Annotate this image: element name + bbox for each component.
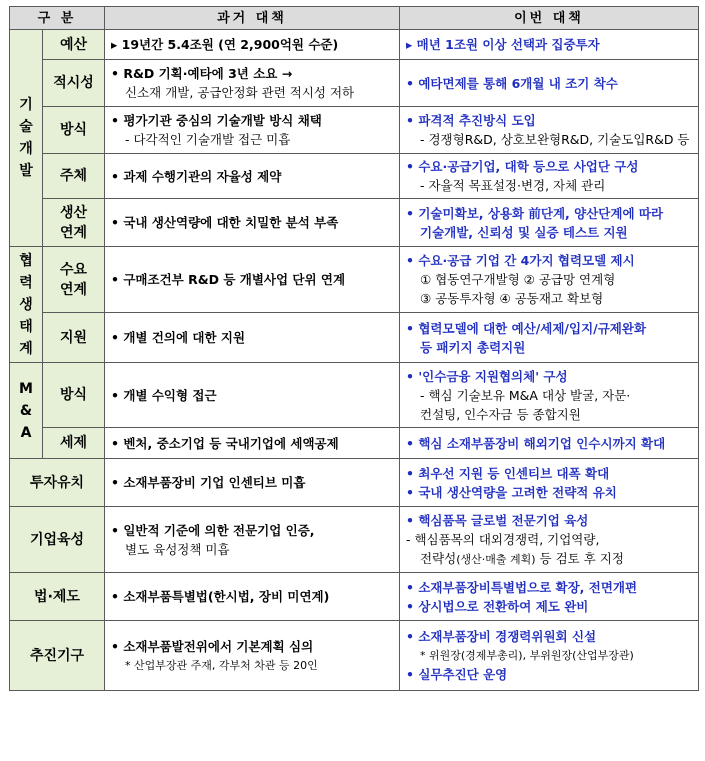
current-text: • 기술미확보, 상용화 前단계, 양산단계에 따라 (406, 205, 664, 221)
table-row (10, 459, 699, 507)
past-cell-subject (105, 154, 400, 199)
current-text: ▸ 매년 1조원 이상 선택과 집중투자 (406, 37, 600, 52)
header-current: 이번 대책 (400, 7, 699, 30)
current-text: • 예타면제를 통해 6개월 내 조기 착수 (406, 75, 618, 91)
current-cell-production (400, 199, 699, 247)
row-label-production: 생산 연계 (43, 199, 105, 247)
current-cell-budget (400, 30, 699, 60)
current-text: • 최우선 지원 등 인센티브 대폭 확대 (406, 465, 610, 481)
current-text: - 자율적 목표설정·변경, 자체 관리 (420, 178, 606, 193)
past-cell-timely (105, 60, 400, 107)
table-row (10, 247, 699, 313)
current-text: • 수요·공급 기업 간 4가지 협력모델 제시 (406, 253, 635, 268)
past-text: 신소재 개발, 공급안정화 관련 적시성 저하 (125, 85, 355, 100)
current-text: • 소재부품장비 경쟁력위원회 신설 (406, 629, 597, 644)
current-text: • 핵심품목 글로벌 전문기업 육성 (406, 512, 589, 528)
row-label-method: 방식 (43, 107, 105, 154)
current-text: 등 검토 후 지정 (535, 550, 624, 566)
past-text: ▸ 19년간 5.4조원 (연 2,900억원 수준) (111, 37, 339, 52)
past-cell-tax (105, 428, 400, 459)
table-row (10, 154, 699, 199)
table-row (10, 573, 699, 621)
group-label-tech: 기 술 개 발 (10, 30, 43, 247)
current-text: • 소재부품장비특별법으로 확장, 전면개편 (406, 579, 638, 595)
current-text: 기술개발, 신뢰성 및 실증 테스트 지원 (420, 224, 628, 240)
current-text: 등 패키지 총력지원 (420, 339, 526, 355)
current-cell-invest (400, 459, 699, 507)
past-text: * 산업부장관 주재, 각부처 차관 등 20인 (125, 658, 318, 672)
current-text: * 위원장(경제부총리), 부위원장(산업부장관) (420, 649, 634, 662)
row-label-support: 지원 (43, 313, 105, 363)
current-cell-method (400, 107, 699, 154)
current-text: • 핵심 소재부품장비 해외기업 인수시까지 확대 (406, 435, 666, 451)
current-cell-nurture (400, 507, 699, 573)
past-text: - 다각적인 기술개발 접근 미흡 (125, 132, 291, 147)
current-text: - 핵심품목의 대외경쟁력, 기업역량, (406, 531, 600, 547)
comparison-table (9, 6, 699, 691)
current-cell-timely (400, 60, 699, 107)
current-cell-tax (400, 428, 699, 459)
current-text: • 상시법으로 전환하여 제도 완비 (406, 598, 589, 614)
past-cell-demand (105, 247, 400, 313)
current-text-note: (생산·매출 계획) (456, 552, 536, 566)
past-text: • 개별 건의에 대한 지원 (111, 330, 246, 345)
current-text: ③ 공동투자형 ④ 공동재고 확보형 (420, 291, 604, 306)
current-text: - 핵심 기술보유 M&A 대상 발굴, 자문· (420, 387, 631, 403)
current-text: • 수요·공급기업, 대학 등으로 사업단 구성 (406, 159, 639, 174)
group-label-mna: M & A (10, 363, 43, 459)
group-label-coop: 협 력 생 태 계 (10, 247, 43, 363)
current-text: 전략성 (420, 550, 457, 566)
past-cell-support (105, 313, 400, 363)
past-text: • 국내 생산역량에 대한 치밀한 분석 부족 (111, 215, 339, 230)
past-cell-mna-method (105, 363, 400, 428)
past-text: • 구매조건부 R&D 등 개별사업 단위 연계 (111, 272, 346, 287)
table-row (10, 199, 699, 247)
table-row (10, 313, 699, 363)
current-text: • 실무추진단 운영 (406, 667, 508, 682)
past-cell-law (105, 573, 400, 621)
current-text: 컨설팅, 인수자금 등 종합지원 (420, 406, 581, 422)
row-label-law: 법·제도 (10, 573, 105, 621)
past-text: • 벤처, 중소기업 등 국내기업에 세액공제 (111, 435, 339, 451)
row-label-tax: 세제 (43, 428, 105, 459)
row-label-invest: 투자유치 (10, 459, 105, 507)
past-text: • 평가기관 중심의 기술개발 방식 채택 (111, 113, 322, 128)
table-row (10, 621, 699, 691)
row-label-nurture: 기업육성 (10, 507, 105, 573)
past-cell-invest (105, 459, 400, 507)
past-text: 별도 육성정책 미흡 (125, 541, 230, 557)
table-row (10, 428, 699, 459)
past-cell-method (105, 107, 400, 154)
past-cell-production (105, 199, 400, 247)
row-label-demand: 수요 연계 (43, 247, 105, 313)
table-header-row (10, 7, 699, 30)
current-cell-law (400, 573, 699, 621)
past-text: • 소재부품장비 기업 인센티브 미흡 (111, 475, 306, 490)
past-text: • 일반적 기준에 의한 전문기업 인증, (111, 522, 315, 538)
current-text: ① 협동연구개발형 ② 공급망 연계형 (420, 272, 616, 287)
current-cell-demand (400, 247, 699, 313)
past-cell-org (105, 621, 400, 691)
current-cell-subject (400, 154, 699, 199)
table-row (10, 363, 699, 428)
current-cell-support (400, 313, 699, 363)
past-text: • 소재부품발전위에서 기본계획 심의 (111, 638, 314, 654)
past-cell-nurture (105, 507, 400, 573)
current-text: • 국내 생산역량을 고려한 전략적 유치 (406, 484, 617, 500)
header-category: 구 분 (10, 7, 105, 30)
row-label-mna-method: 방식 (43, 363, 105, 428)
current-text: • 파격적 추진방식 도입 (406, 113, 536, 128)
row-label-timely: 적시성 (43, 60, 105, 107)
table-row (10, 30, 699, 60)
past-text: • 과제 수행기관의 자율성 제약 (111, 168, 282, 184)
current-cell-org (400, 621, 699, 691)
past-text: • 개별 수익형 접근 (111, 387, 217, 403)
current-text: - 경쟁형R&D, 상호보완형R&D, 기술도입R&D 등 (420, 132, 690, 147)
past-cell-budget (105, 30, 400, 60)
past-text: • R&D 기획·예타에 3년 소요 → (111, 66, 293, 81)
past-text: • 소재부품특별법(한시법, 장비 미연계) (111, 589, 330, 604)
current-text-composite (406, 549, 692, 569)
table-row (10, 60, 699, 107)
table-row (10, 507, 699, 573)
current-cell-mna-method (400, 363, 699, 428)
row-label-org: 추진기구 (10, 621, 105, 691)
current-text: • 협력모델에 대한 예산/세제/입지/규제완화 (406, 320, 647, 336)
row-label-subject: 주체 (43, 154, 105, 199)
row-label-budget: 예산 (43, 30, 105, 60)
header-past: 과거 대책 (105, 7, 400, 30)
current-text: • '인수금융 지원협의체' 구성 (406, 368, 568, 384)
table-row (10, 107, 699, 154)
